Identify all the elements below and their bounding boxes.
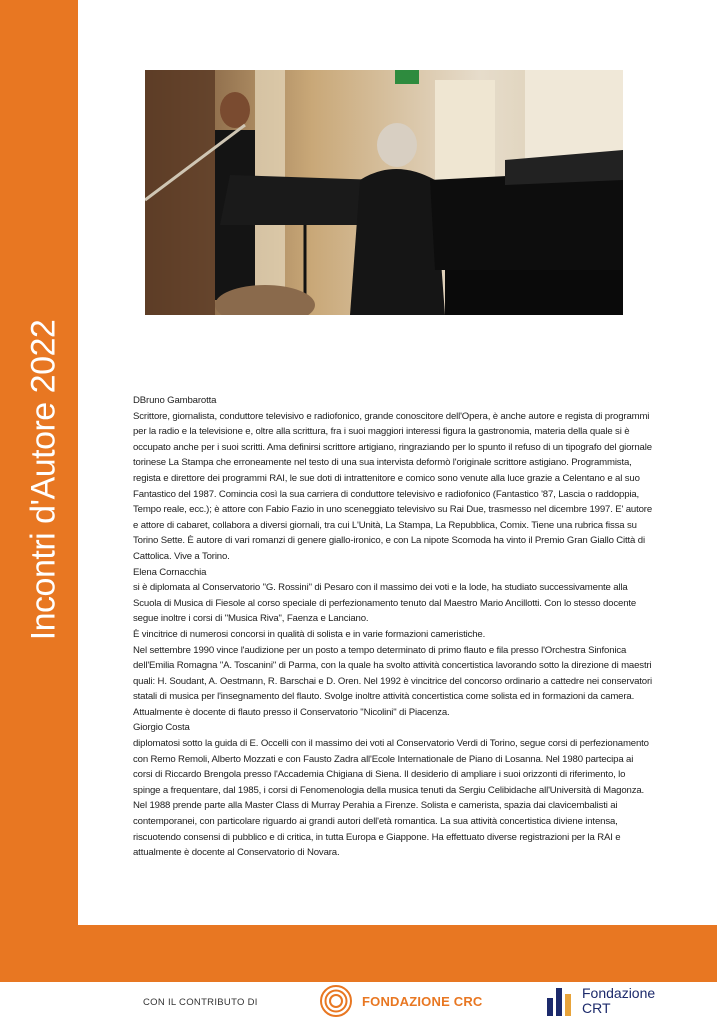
bio-text-gambarotta: Scrittore, giornalista, conduttore televisivo e radiofonico, grande conoscitore dell'Opera, è anche autore e regista di programmi per la radio e la televisione e, oltre alla scrittura, fra i suoi maggiori interessi figura la gastronomia, materia della quale si è occupato anche per i suoi scritti. Ama definirsi scrittore artigiano, ringraziando per lo spunto il refuso di un tipografo del giornale torinese La Stampa che erroneamente nel testo di una sua intervista deformò l'originale scrittore astigiano. Programmista, regista e direttore dei programmi RAI, le sue doti di intrattenitore e comico sono venute alla luce grazie a Celentano e al suo Fantastico del 1987. Comincia così la sua carriera di conduttore televisivo e radiofonico (Fantastico '87, Lascia o raddoppia, Tempo reale, ecc.); è attore con Fabio Fazio in uno sceneggiato televisivo su Rai Due, trasmesso nel dicembre 1997. E' autore e attore di cabaret, collabora a diversi giornali, tra cui L'Unità, La Stampa, La Repubblica, Comix. Tiene una rubrica fissa su Torino Sette. È autore di vari romanzi di genere giallo-ironico, e con La nipote Scomoda ha vinto il Premio Gran Giallo Città di Cattolica. Vive a Torino. xyxy=(133,410,653,562)
fondazione-crc-logo xyxy=(316,984,483,1018)
crc-rings-icon xyxy=(316,984,356,1018)
bio-text-cornacchia-1: si è diplomata al Conservatorio "G. Rossini" di Pesaro con il massimo dei voti e la lode, ha studiato successivamente alla Scuola di Musica di Fiesole al corso speciale di perfezionamento tenuto dal Maestro Mario Ancillotti. Con lo stesso docente segue inoltre i corsi di "Musica Riva", Faenza e Lanciano. xyxy=(133,582,637,625)
fondazione-crt-logo xyxy=(547,984,655,1018)
bio-name-costa: Giorgio Costa xyxy=(133,722,190,734)
bio-text-cornacchia-2: È vincitrice di numerosi concorsi in qualità di solista e in varie formazioni cameristiche. xyxy=(133,628,486,640)
bio-content xyxy=(133,393,653,861)
bio-text-cornacchia-3: Nel settembre 1990 vince l'audizione per un posto a tempo determinato di primo flauto e fila presso l'Orchestra Sinfonica dell'Emilia Romagna "A. Toscanini" di Parma, con la quale ha svolto attività concertistica lavorando sotto la direzione di maestri quali: H. Soudant, A. Oestmann, R. Barschai e D. Oren. Nel 1992 è vincitrice del concorso ordinario a cattedre nei conservatori statali di musica per l'insegnamento del flauto. Svolge inoltre attività concertistica come solista ed in formazioni da camera. Attualmente è docente di flauto presso il Conservatorio "Nicolini" di Piacenza. xyxy=(133,644,653,718)
concert-photo xyxy=(145,70,623,315)
crt-bars-icon xyxy=(547,986,574,1016)
crc-name: FONDAZIONE CRC xyxy=(362,993,483,1009)
crt-line1: Fondazione xyxy=(582,985,656,1001)
bio-name-gambarotta: DBruno Gambarotta xyxy=(133,395,217,406)
crt-line2: CRT xyxy=(582,1000,611,1016)
bottom-accent-band xyxy=(0,925,717,982)
vertical-title: Incontri d'Autore 2022 xyxy=(24,319,63,641)
bio-name-cornacchia: Elena Cornacchia xyxy=(133,566,207,578)
contributo-label: CON IL CONTRIBUTO DI xyxy=(143,997,258,1008)
bio-text-costa: diplomatosi sotto la guida di E. Occelli con il massimo dei voti al Conservatorio Verdi di Torino, segue corsi di perfezionamento con Remo Remoli, Alberto Mozzati e con Fausto Zadra all'Ecole Internationale de Piano di Losanna. Nel 1980 partecipa ai corsi di Riccardo Brengola presso l'Accademia Chigiana di Siena. Il desiderio di ampliare i suoi orizzonti di riferimento, lo spinge a frequentare, dal 1985, i corsi di Fenomenologia della musica tenuti da Sergiu Celibidache all'Università di Magonza. Nel 1988 prende parte alla Master Class di Murray Perahia a Firenze. Solista e camerista, spazia dai clavicembalisti ai contemporanei, con particolare riguardo ai grandi autori dell'età romantica. La sua attività concertistica diviene intensa, riscuotendo consensi di pubblico e di critica, in tutta Europa e Giappone. Ha effettuato diverse registrazioni per la RAI e attualmente è docente al Conservatorio di Novara. xyxy=(133,738,649,859)
